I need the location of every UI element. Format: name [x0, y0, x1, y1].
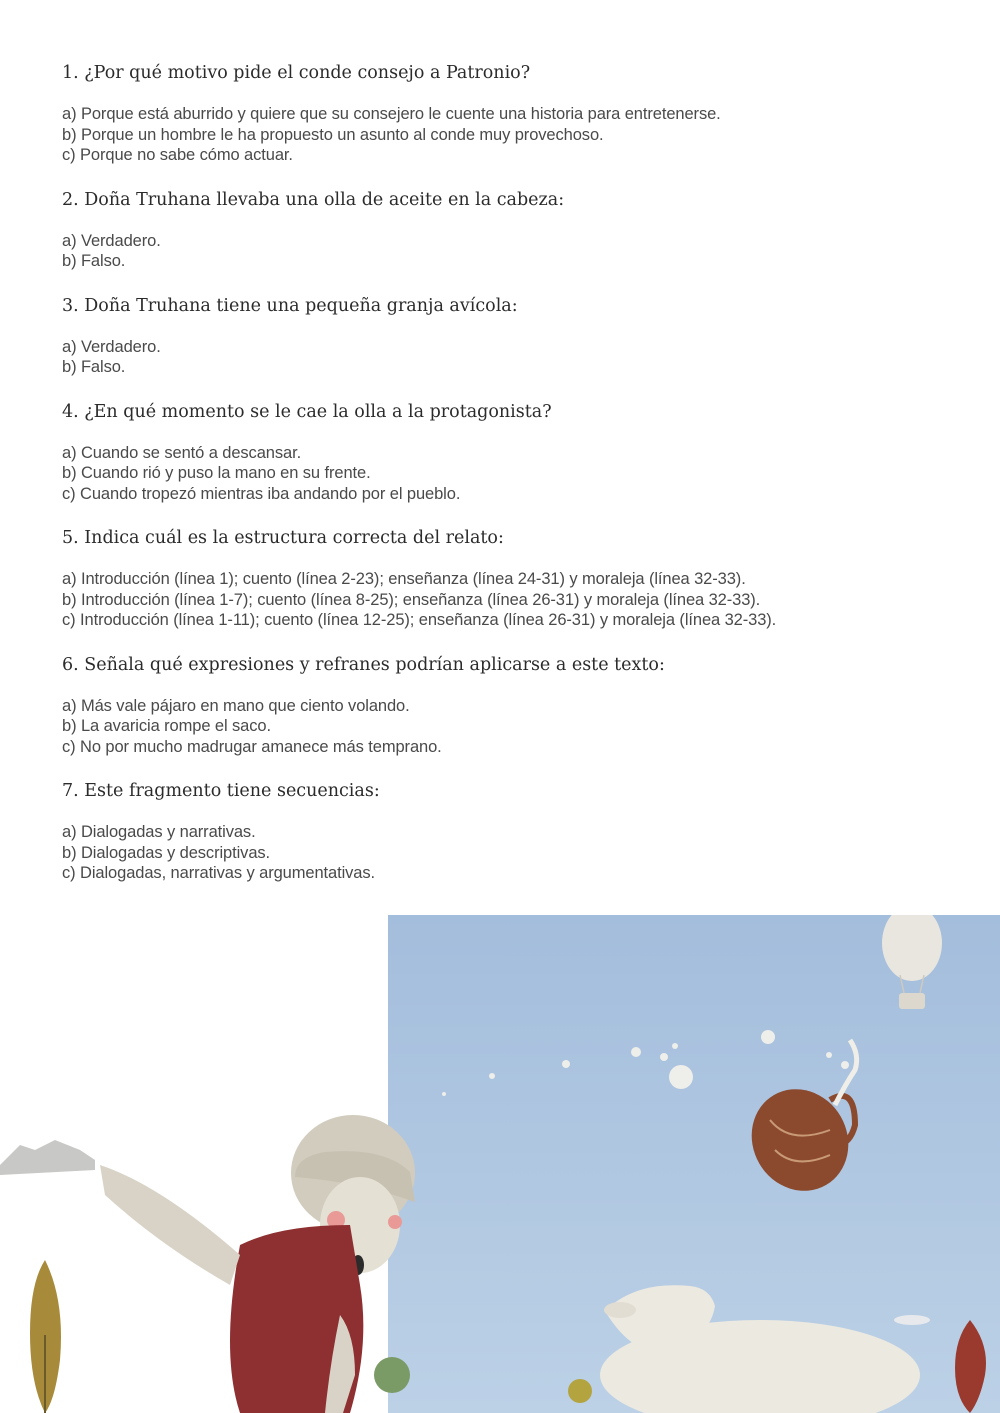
question-title: 2. Doña Truhana llevaba una olla de aceite en la cabeza: — [62, 189, 565, 210]
answer-option[interactable]: c) Porque no sabe cómo actuar. — [62, 146, 293, 164]
answer-option[interactable]: a) Introducción (línea 1); cuento (línea 2-23); enseñanza (línea 24-31) y moraleja (línea 32-33). — [62, 570, 746, 588]
question-title: 7. Este fragmento tiene secuencias: — [62, 781, 380, 801]
answer-option[interactable]: b) La avaricia rompe el saco. — [62, 717, 271, 735]
answer-option[interactable]: a) Verdadero. — [62, 337, 161, 356]
answer-option[interactable]: b) Falso. — [62, 252, 126, 270]
answer-option[interactable]: b) Cuando rió y puso la mano en su frente. — [62, 464, 371, 482]
answer-option[interactable]: b) Falso. — [62, 358, 126, 376]
tree-small-yellow — [568, 1379, 592, 1403]
answer-option[interactable]: a) Más vale pájaro en mano que ciento volando. — [62, 696, 410, 715]
quiz — [62, 60, 962, 905]
question-2 — [62, 187, 962, 272]
question-title: 6. Señala qué expresiones y refranes podrían aplicarse a este texto: — [62, 654, 665, 675]
answer-option[interactable]: b) Porque un hombre le ha propuesto un asunto al conde muy provechoso. — [62, 125, 604, 144]
answer-option[interactable]: c) Cuando tropezó mientras iba andando por el pueblo. — [62, 484, 461, 503]
answer-option[interactable]: b) Dialogadas y descriptivas. — [62, 843, 271, 862]
answer-option[interactable]: a) Dialogadas y narrativas. — [62, 823, 256, 841]
question-title: 5. Indica cuál es la estructura correcta del relato: — [62, 528, 504, 548]
question-title: 1. ¿Por qué motivo pide el conde consejo a Patronio? — [62, 63, 531, 83]
tree-small-green — [374, 1357, 410, 1393]
question-1 — [62, 60, 962, 166]
question-title: 3. Doña Truhana tiene una pequeña granja avícola: — [62, 295, 518, 316]
question-4 — [62, 399, 962, 505]
answer-option[interactable]: c) Dialogadas, narrativas y argumentativas. — [62, 864, 376, 882]
girl-figure — [100, 1115, 415, 1413]
answer-option[interactable]: b) Introducción (línea 1-7); cuento (línea 8-25); enseñanza (línea 26-31) y moraleja (línea 32-33). — [62, 590, 761, 609]
story-illustration — [0, 915, 1000, 1413]
answer-option[interactable]: a) Verdadero. — [62, 231, 161, 250]
answer-option[interactable]: c) Introducción (línea 1-11); cuento (línea 12-25); enseñanza (línea 26-31) y moraleja (línea 32-33). — [62, 611, 777, 629]
answer-option[interactable]: c) No por mucho madrugar amanece más temprano. — [62, 737, 442, 756]
question-5 — [62, 525, 962, 631]
question-3 — [62, 293, 962, 378]
cloud-left — [0, 1140, 95, 1175]
question-7 — [62, 778, 962, 884]
question-title: 4. ¿En qué momento se le cae la olla a la protagonista? — [62, 401, 552, 422]
cloud-right — [894, 1315, 930, 1325]
answer-option[interactable]: a) Porque está aburrido y quiere que su consejero le cuente una historia para entretenerse. — [62, 105, 721, 123]
question-6 — [62, 652, 962, 758]
answer-option[interactable]: a) Cuando se sentó a descansar. — [62, 443, 302, 462]
